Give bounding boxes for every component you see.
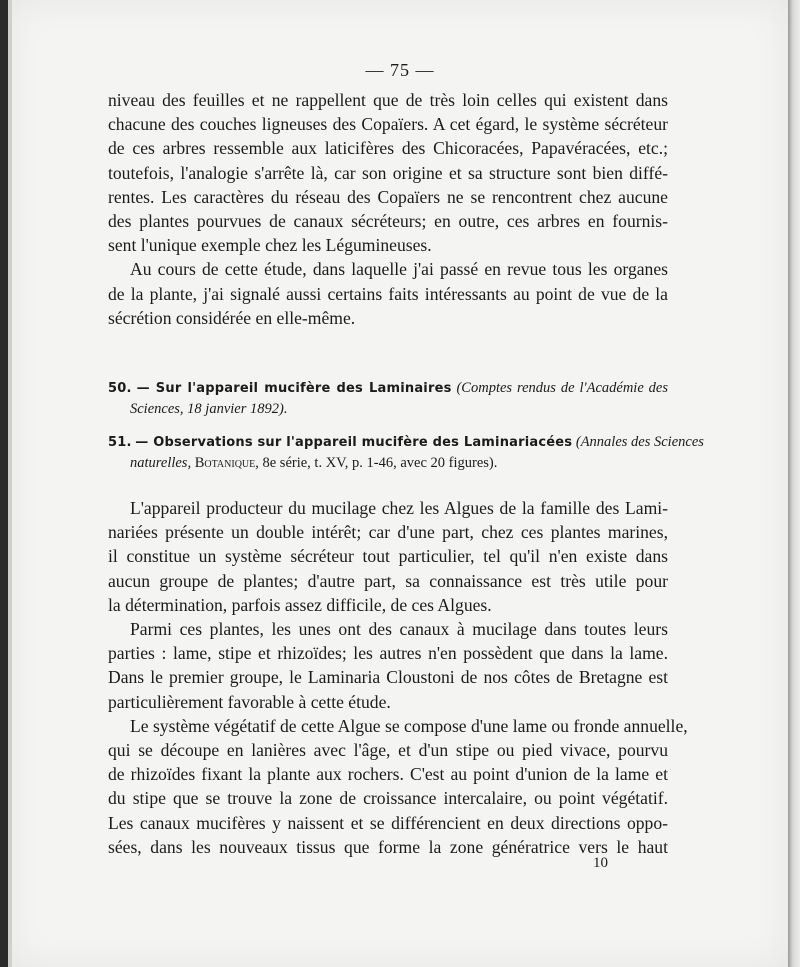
text-line: Les canaux mucifères y naissent et se différencient en deux directions oppo- <box>108 812 668 833</box>
paragraph-2 <box>108 257 668 330</box>
reference-50 <box>108 378 668 419</box>
paragraph-5 <box>108 714 688 859</box>
text-line: de rhizoïdes fixant la plante aux rochers. C'est au point d'union de la lame et <box>108 764 668 785</box>
reference-title: — Sur l'appareil mucifère des Laminaires <box>136 381 452 396</box>
text-line: des plantes pourvues de canaux sécréteurs; en outre, ces arbres en fournis- <box>108 211 668 232</box>
reference-citation: (Comptes rendus de l'Académie des <box>456 380 669 396</box>
text-line: nariées présente un double intérêt; car d'une part, chez ces plantes marines, <box>108 522 668 543</box>
text-line: niveau des feuilles et ne rappellent que de très loin celles qui existent dans <box>108 90 668 110</box>
reference-line <box>108 378 668 399</box>
text-line: rentes. Les caractères du réseau des Copaïers ne se rencontrent chez aucune <box>108 186 668 207</box>
text-line: particulièrement favorable à cette étude. <box>108 691 391 712</box>
reference-journal: naturelles, <box>130 455 192 471</box>
text-line: Le système végétatif de cette Algue se compose d'une lame ou fronde annuelle, <box>130 715 688 736</box>
text-line: sent l'unique exemple chez les Légumineuses. <box>108 235 432 256</box>
paragraph-3 <box>108 496 668 617</box>
text-line: chacune des couches ligneuses des Copaïers. A cet égard, le système sécréteur <box>108 114 668 135</box>
text-line: Parmi ces plantes, les unes ont des canaux à mucilage dans toutes leurs <box>130 619 668 640</box>
text-line: de la plante, j'ai signalé aussi certains faits intéressants au point de vue de la <box>108 283 668 304</box>
text-line: parties : lame, stipe et rhizoïdes; les autres n'en possèdent que dans la lame. <box>108 643 668 664</box>
text-line: L'appareil producteur du mucilage chez les Algues de la famille des Lami- <box>130 498 668 518</box>
section-1-text <box>108 88 668 330</box>
text-line: aucun groupe de plantes; d'autre part, sa connaissance est très utile pour <box>108 570 668 591</box>
reference-line <box>108 399 668 419</box>
text-line: sées, dans les nouveaux tissus que forme la zone génératrice vers le haut <box>108 836 668 857</box>
text-line: qui se découpe en lanières avec l'âge, et d'un stipe ou pied vivace, pourvu <box>108 740 668 761</box>
text-line: toutefois, l'analogie s'arrête là, car son origine et sa structure sont bien diffé- <box>108 162 668 183</box>
text-line: sécrétion considérée en elle-même. <box>108 307 356 328</box>
section-2-text <box>108 496 688 859</box>
text-line: la détermination, parfois assez difficile, de ces Algues. <box>108 594 492 615</box>
reference-line <box>108 432 704 453</box>
text-line: Dans le premier groupe, le Laminaria Cloustoni de nos côtes de Bretagne est <box>108 667 668 688</box>
text-line: il constitue un système sécréteur tout particulier, tel qu'il n'en existe dans <box>108 546 668 567</box>
paragraph-1 <box>108 88 668 257</box>
text-line: du stipe que se trouve la zone de croissance intercalaire, ou point végétatif. <box>108 788 668 809</box>
reference-series: Botanique <box>194 455 256 471</box>
reference-details: , 8e série, t. XV, p. 1-46, avec 20 figures). <box>255 455 498 471</box>
reference-line <box>108 453 668 473</box>
paragraph-4 <box>108 617 668 714</box>
reference-citation: (Annales des Sciences <box>575 434 704 450</box>
reference-title: — Observations sur l'appareil mucifère des Laminariacées <box>135 435 573 450</box>
reference-number: 51. <box>108 435 132 450</box>
reference-number: 50. <box>108 381 132 396</box>
signature-mark: 10 <box>593 855 608 871</box>
reference-51 <box>108 432 704 473</box>
reference-citation: Sciences, 18 janvier 1892). <box>130 401 288 417</box>
page-number-header: — 75 — <box>365 60 435 80</box>
text-line: Au cours de cette étude, dans laquelle j'ai passé en revue tous les organes <box>130 259 668 280</box>
page-edge-shadow <box>788 0 800 967</box>
text-line: de ces arbres ressemble aux laticifères des Chicoracées, Papavéracées, etc.; <box>108 138 668 159</box>
